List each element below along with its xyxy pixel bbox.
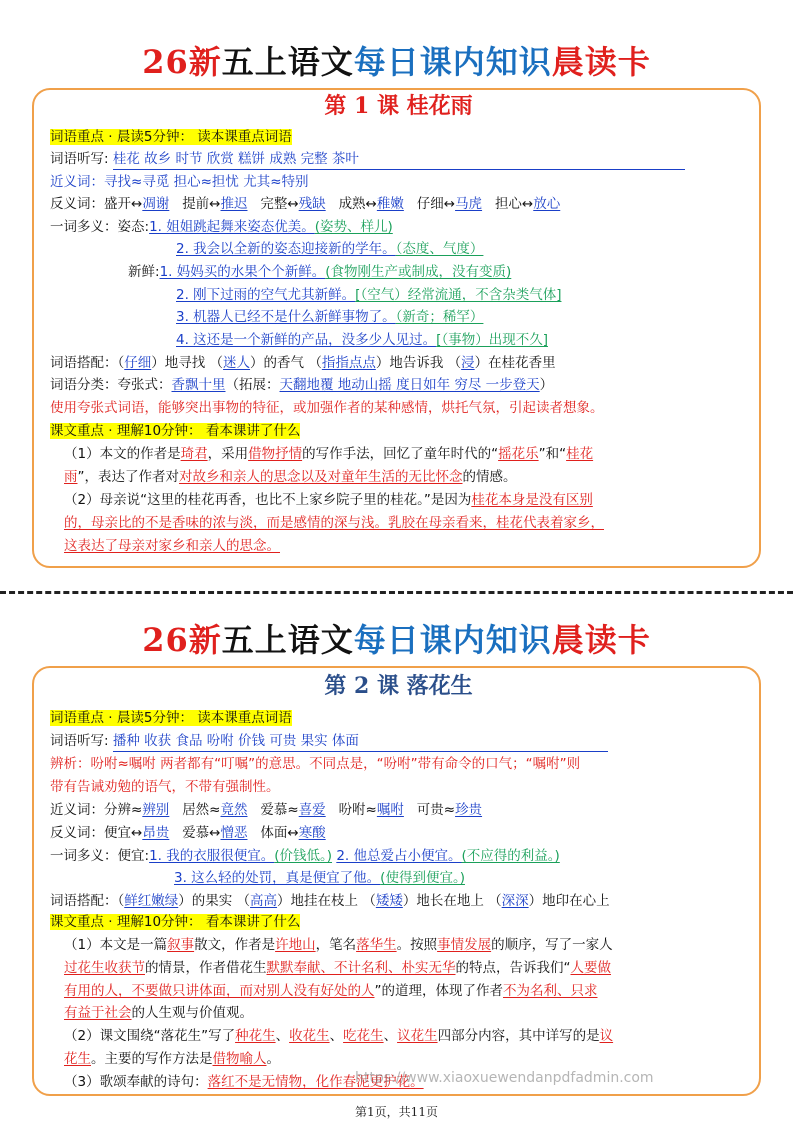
label: 爱慕≈ [260, 802, 299, 818]
meaning: （新奇；稀罕） [395, 309, 484, 325]
header-part: 晨读卡 [551, 621, 651, 659]
answer: 有益于社会 [64, 1005, 132, 1021]
collocation-line [50, 353, 556, 373]
answer: 憎恶 [220, 825, 248, 841]
text: 。主要的写作方法是 [91, 1051, 213, 1067]
polysemy-xinxian-2 [176, 285, 561, 305]
answer: 有用的人，不要做只讲体面，而对别人没有好处的人 [64, 983, 375, 999]
answer: 吃花生 [343, 1028, 384, 1044]
watermark: https://www.xiaoxuewendanpdfadmin.com [355, 1070, 654, 1086]
paragraph-1-line-3 [64, 981, 598, 1001]
paragraph-1-line-2 [64, 958, 611, 978]
answer: 香飘十里 [171, 377, 226, 393]
text: 。 [266, 1051, 280, 1067]
polysemy-xinxian-4 [176, 330, 548, 350]
answer: 议花生 [397, 1028, 438, 1044]
example: 3. 这么轻的处罚，真是便宜了他。 [174, 870, 381, 886]
answer: 浸 [461, 355, 475, 371]
label: 词语搭配：（ [50, 355, 125, 371]
text: （1）本文的作者是 [64, 446, 181, 462]
answer: 叙事 [167, 937, 195, 953]
text: 四部分内容，其中详写的是 [437, 1028, 600, 1044]
label: 一词多义：便宜: [50, 848, 150, 864]
answer: 凋谢 [142, 196, 170, 212]
label: 吩咐≈ [338, 802, 377, 818]
paragraph-1-line-1 [64, 444, 593, 464]
answer: 稚嫩 [376, 196, 404, 212]
label: ）的香气 （ [250, 355, 322, 371]
text: 。按照 [396, 937, 438, 953]
answer: 嘱咐 [376, 802, 404, 818]
polysemy-xinxian-3 [176, 307, 483, 327]
page-header-2 [0, 620, 793, 660]
label: ）地告诉我 （ [375, 355, 462, 371]
example: 2. 他总爱占小便宜。 [336, 848, 462, 864]
answer: 雨 [64, 469, 78, 485]
heading-text: 词语重点 · 晨读5分钟： 读本课重点词语 [50, 129, 292, 145]
example: 1. 我的衣服很便宜。 [149, 848, 275, 864]
meaning: (不应得的利益。) [461, 848, 560, 864]
label: 反义词：盛开↔ [50, 196, 143, 212]
antonym-line [50, 823, 326, 843]
paragraph-2-line-2: 的，母亲比的不是香味的浓与淡，而是感情的深与浅。乳胶在母亲看来，桂花代表着家乡， [64, 515, 604, 531]
text: 的人生观与价值观。 [131, 1005, 253, 1021]
header-part: 晨读卡 [551, 43, 651, 81]
answer: 落华生 [356, 937, 397, 953]
text: 的情景，作者借花生 [145, 960, 267, 976]
dictation-words: 播种 收获 食品 吩咐 价钱 可贵 果实 体面 [113, 731, 608, 752]
dashed-divider [0, 591, 793, 594]
answer: 鲜红嫩绿 [124, 893, 179, 909]
meaning: (食物刚生产或制成，没有变质) [325, 264, 512, 280]
example: 2. 我会以全新的姿态迎接新的学年。 [176, 241, 396, 257]
text: （3）歌颂奉献的诗句： [64, 1074, 208, 1090]
label: ）地挂在枝上 （ [277, 893, 376, 909]
label: 反义词：便宜↔ [50, 825, 143, 841]
answer: 辨别 [142, 802, 170, 818]
meaning: (使得到便宜。) [380, 870, 465, 886]
answer: 种花生 [235, 1028, 276, 1044]
label: 近义词：分辨≈ [50, 802, 143, 818]
paragraph-2-line-3: 这表达了母亲对家乡和亲人的思念。 [64, 538, 280, 554]
text: 、 [383, 1028, 398, 1044]
answer: 借物喻人 [212, 1051, 267, 1067]
analysis-line-2: 带有告诫劝勉的语气，不带有强制性。 [50, 779, 280, 795]
text: ”和“ [538, 446, 567, 462]
text: （2）课文围绕“落花生”写了 [64, 1028, 236, 1044]
label: 成熟↔ [338, 196, 377, 212]
label: ）的果实 （ [178, 893, 251, 909]
label: 词语听写: [50, 733, 109, 749]
vocab-heading [50, 708, 292, 728]
text: 、 [275, 1028, 290, 1044]
text: ”的道理，体现了作者 [374, 983, 503, 999]
polysemy-zitai-1 [50, 217, 393, 237]
page-header-1 [0, 42, 793, 82]
answer: 指指点点 [321, 355, 376, 371]
answer: 仔细 [124, 355, 152, 371]
text: ，笔名 [315, 937, 357, 953]
paragraph-1-line-2 [64, 467, 517, 487]
text: 、 [329, 1028, 344, 1044]
answer: 喜爱 [298, 802, 326, 818]
polysemy-xinxian-1 [128, 262, 511, 282]
paragraph-2-line-2 [64, 1049, 280, 1069]
category-line [50, 375, 553, 395]
example: 2. 刚下过雨的空气尤其新鲜。 [176, 287, 356, 303]
header-part: 五上语文 [221, 43, 354, 81]
answer: 矮矮 [375, 893, 403, 909]
text: 的顺序，写了一家人 [491, 937, 613, 953]
answer: 珍贵 [455, 802, 483, 818]
example: 4. 这还是一个新鲜的产品，没多少人见过。 [176, 332, 437, 348]
answer: 推迟 [220, 196, 248, 212]
text-heading [50, 912, 300, 932]
answer: 默默奉献、不计名利、朴实无华 [266, 960, 456, 976]
polysemy-zitai-2 [176, 239, 483, 259]
text: ”，表达了作者对 [77, 469, 179, 485]
synonym-line [50, 800, 482, 820]
text: 散文，作者是 [194, 937, 276, 953]
dictation-words: 桂花 故乡 时节 欣赏 糕饼 成熟 完整 茶叶 [113, 149, 685, 170]
answer: 桂花 [566, 446, 594, 462]
paragraph-2-line-1 [64, 1026, 613, 1046]
label: 可贵≈ [416, 802, 456, 818]
polysemy-pianyi-3 [174, 868, 465, 888]
label: ） [539, 377, 554, 393]
meaning: [（空气）经常流通，不含杂类气体] [355, 287, 562, 303]
answer: 过花生收获节 [64, 960, 145, 976]
antonym-line [50, 194, 560, 214]
label: 居然≈ [182, 802, 221, 818]
label: 担心↔ [494, 196, 534, 212]
label: 体面↔ [260, 825, 299, 841]
paragraph-2-line-1 [64, 490, 593, 510]
answer: 不为名利、只求 [503, 983, 598, 999]
answer: 落红不是无情物，化作春泥更护花。 [207, 1074, 424, 1090]
text: （1）本文是一篇 [64, 937, 168, 953]
dictation-line [50, 149, 685, 170]
answer: 花生 [64, 1051, 91, 1067]
category-note: 使用夸张式词语，能够突出事物的特征，或加强作者的某种感情，烘托气氛，引起读者想象。 [50, 400, 604, 416]
text: ，采用 [207, 446, 249, 462]
heading-text: 课文重点 · 理解10分钟： 看本课讲了什么 [50, 914, 301, 930]
vocab-heading [50, 127, 292, 147]
answer: 议 [599, 1028, 614, 1044]
meaning: [（事物）出现不久] [436, 332, 548, 348]
answer: 人要做 [570, 960, 611, 976]
text: 的情感。 [462, 469, 517, 485]
lesson-title: 第 2 课 落花生 [324, 673, 473, 699]
example: 1. 妈妈买的水果个个新鲜。 [159, 264, 326, 280]
answer: 马虎 [455, 196, 483, 212]
answer: 许地山 [275, 937, 316, 953]
answer: 高高 [250, 893, 278, 909]
header-part: 每日课内知识 [353, 621, 552, 659]
header-part: 26新 [142, 43, 222, 81]
label: 词语搭配：（ [50, 893, 125, 909]
dictation-line [50, 731, 608, 752]
label: 提前↔ [182, 196, 221, 212]
answer: 天翻地覆 地动山摇 度日如年 穷尽 一步登天 [279, 377, 540, 393]
polysemy-pianyi-1 [50, 846, 560, 866]
example: 3. 机器人已经不是什么新鲜事物了。 [176, 309, 396, 325]
meaning: (姿势、样儿) [314, 219, 393, 235]
answer: 迷人 [223, 355, 251, 371]
answer: 事情发展 [437, 937, 492, 953]
label: 完整↔ [260, 196, 299, 212]
text: 的特点，告诉我们“ [455, 960, 571, 976]
answer: 寒酸 [298, 825, 326, 841]
answer: 摇花乐 [498, 446, 539, 462]
paragraph-1-line-1 [64, 935, 613, 955]
text-heading [50, 421, 300, 441]
text: 的写作手法，回忆了童年时代的“ [302, 446, 499, 462]
answer: 深深 [501, 893, 529, 909]
label: ）地长在地上 （ [402, 893, 502, 909]
label: （拓展： [225, 377, 280, 393]
label: 仔细↔ [416, 196, 456, 212]
header-part: 五上语文 [221, 621, 354, 659]
label: 词语分类：夸张式： [50, 377, 172, 393]
analysis-line-1: 辨析：吩咐≈嘱咐 两者都有“叮嘱”的意思。不同点是，“吩咐”带有命令的口气；“嘱咐”则 [50, 756, 581, 772]
answer: 竟然 [220, 802, 248, 818]
lesson-title: 第 1 课 桂花雨 [324, 93, 473, 119]
heading-text: 课文重点 · 理解10分钟： 看本课讲了什么 [50, 423, 301, 439]
answer: 收花生 [289, 1028, 330, 1044]
answer: 桂花本身是没有区别 [471, 492, 593, 508]
answer: 昂贵 [142, 825, 170, 841]
header-part: 26新 [142, 621, 222, 659]
meaning: （态度、气度） [395, 241, 484, 257]
collocation-line [50, 891, 610, 911]
answer: 放心 [533, 196, 561, 212]
answer: 借物抒情 [248, 446, 303, 462]
label: 一词多义：姿态: [50, 219, 150, 235]
label: ）地寻找 （ [151, 355, 224, 371]
page-footer: 第1页，共11页 [355, 1105, 438, 1119]
label: ）地印在心上 [528, 893, 610, 909]
header-part: 每日课内知识 [353, 43, 552, 81]
label: ）在桂花香里 [474, 355, 556, 371]
heading-text: 词语重点 · 晨读5分钟： 读本课重点词语 [50, 710, 292, 726]
answer: 残缺 [298, 196, 326, 212]
paragraph-1-line-4 [64, 1003, 253, 1023]
answer: 对故乡和亲人的思念以及对童年生活的无比怀念 [179, 469, 463, 485]
example: 1. 姐姐跳起舞来姿态优美。 [149, 219, 315, 235]
synonym-line: 近义词：寻找≈寻觅 担心≈担忧 尤其≈特别 [50, 174, 309, 190]
meaning: (价钱低。) [274, 848, 333, 864]
label: 爱慕↔ [182, 825, 221, 841]
label: 新鲜: [128, 264, 160, 280]
answer: 琦君 [180, 446, 208, 462]
text: （2）母亲说“这里的桂花再香，也比不上家乡院子里的桂花。”是因为 [64, 492, 472, 508]
label: 词语听写: [50, 151, 109, 167]
